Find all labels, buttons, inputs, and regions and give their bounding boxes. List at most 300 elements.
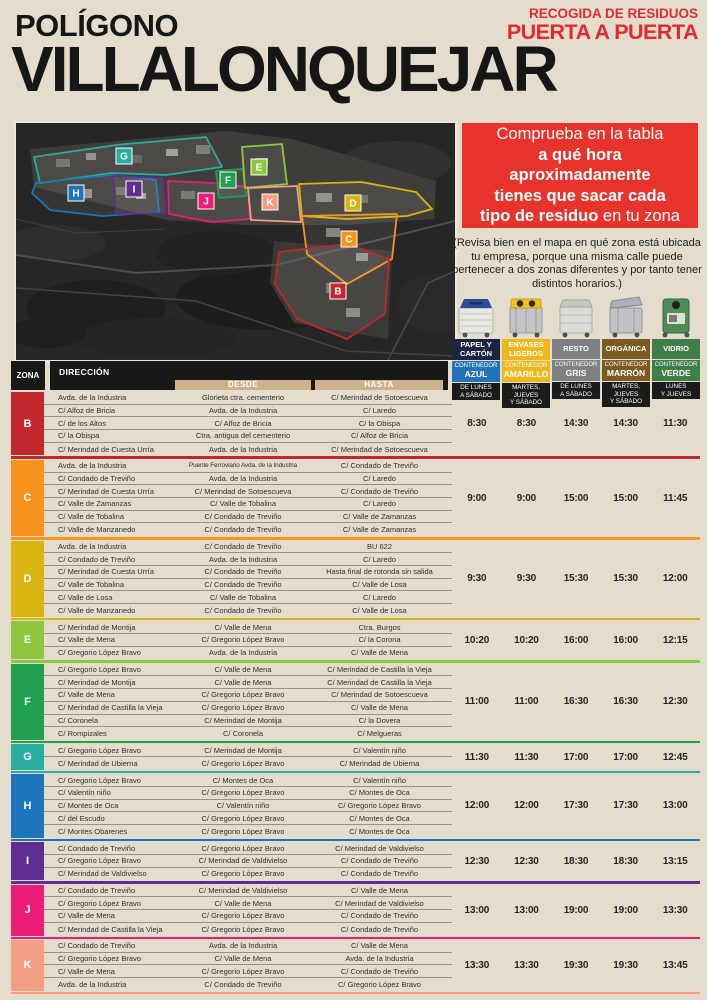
- hasta-value: Hasta final de rotonda sin salida: [326, 567, 433, 577]
- map-zone-letter-E: E: [255, 162, 263, 174]
- time-cell: 9:00: [516, 492, 536, 504]
- hasta-value: C/ Valle de Losa: [352, 579, 407, 589]
- map-zone-letter-F: F: [224, 175, 232, 187]
- hasta-value: C/ Valle de Zamanzas: [342, 525, 417, 535]
- container-color-label: CONTENEDOR VERDE: [652, 360, 700, 381]
- street-rows: [44, 774, 452, 837]
- column-header-desde: DESDE: [175, 380, 311, 390]
- street-row: [44, 812, 452, 825]
- desde-value: C/ Gregorio López Bravo: [201, 843, 285, 853]
- street-row: [44, 460, 452, 473]
- hasta-value: BU 622: [366, 541, 393, 551]
- waste-column-marrón: [602, 292, 650, 408]
- time-cell: 9:30: [516, 573, 536, 585]
- desde-value: Avda. de la Industria: [208, 444, 278, 454]
- bin-illustration: [502, 292, 550, 338]
- desde-value: C/ Gregorio López Bravo: [201, 924, 285, 934]
- waste-column-azul: [452, 292, 500, 408]
- column-header-hasta: HASTA: [315, 380, 443, 390]
- street-name: C/ Gregorio López Bravo: [58, 745, 141, 755]
- hasta-value: C/ la Corona: [358, 635, 401, 645]
- zone-divider: [11, 839, 700, 842]
- zones-map-svg: [16, 123, 455, 360]
- hasta-value: C/ Merindad de Castilla la Vieja: [327, 665, 432, 675]
- street-row: [44, 940, 452, 953]
- zone-block-J: [11, 885, 700, 936]
- zone-block-K: [11, 940, 700, 991]
- street-row: [44, 953, 452, 966]
- envases-bin-icon: [504, 295, 548, 338]
- hasta-value: C/ Condado de Treviño: [340, 486, 419, 496]
- zone-divider: [11, 881, 700, 884]
- collection-days-label: MARTES, JUEVES Y SÁBADO: [502, 383, 550, 408]
- notice-line3: aproximadamente: [509, 166, 651, 185]
- hasta-value: C/ Merindad de Valdivielso: [335, 843, 424, 853]
- zone-letter: B: [11, 392, 44, 455]
- zone-divider: [11, 937, 700, 940]
- time-cell: 12:30: [662, 696, 688, 708]
- desde-value: C/ Montes de Oca: [212, 775, 274, 785]
- desde-value: C/ Gregorio López Bravo: [201, 635, 285, 645]
- time-cell: 19:00: [563, 904, 589, 916]
- street-row: [44, 621, 452, 634]
- time-cell: 10:20: [464, 634, 490, 646]
- street-row: [44, 757, 452, 770]
- hasta-value: C/ Condado de Treviño: [340, 911, 419, 921]
- zone-block-F: [11, 664, 700, 740]
- street-name: C/ Condado de Treviño: [58, 886, 136, 896]
- time-cell: 19:30: [563, 959, 589, 971]
- desde-value: C/ Gregorio López Bravo: [201, 703, 285, 713]
- hasta-value: C/ Valle de Mena: [351, 886, 408, 896]
- zone-block-E: [11, 621, 700, 659]
- collection-days-label: DE LUNES A SÁBADO: [452, 383, 500, 400]
- street-name: C/ Valle de Tobalina: [58, 579, 125, 589]
- time-cell: 12:15: [662, 634, 688, 646]
- street-row: [44, 689, 452, 702]
- street-name: C/ Merindad de Montija: [58, 677, 136, 687]
- desde-value: C/ Condado de Treviño: [204, 979, 282, 989]
- zone-block-G: [11, 744, 700, 769]
- desde-value: Avda. de la Industria: [208, 941, 278, 951]
- street-row: [44, 579, 452, 592]
- street-row: [44, 405, 452, 418]
- notice-line5: tipo de residuo en tu zona: [480, 207, 680, 226]
- hasta-value: C/ Condado de Treviño: [340, 461, 419, 471]
- street-row: [44, 855, 452, 868]
- street-row: [44, 842, 452, 855]
- desde-value: C/ Valentín niño: [216, 800, 270, 810]
- desde-value: C/ Valle de Tobalina: [209, 499, 277, 509]
- hasta-value: C/ Merindad de Sotoescueva: [331, 393, 428, 403]
- time-cell: 13:30: [464, 959, 490, 971]
- street-rows: [44, 460, 452, 536]
- desde-value: Avda. de la Industria: [208, 648, 278, 658]
- time-cell: 18:30: [563, 855, 589, 867]
- time-cell: 15:30: [613, 573, 638, 585]
- desde-value: C/ Gregorio López Bravo: [201, 826, 285, 836]
- time-cell: 16:30: [613, 696, 638, 708]
- street-row: [44, 417, 452, 430]
- time-cell: 13:00: [464, 904, 490, 916]
- street-row: [44, 541, 452, 554]
- time-cell: 12:30: [514, 855, 539, 867]
- desde-value: C/ Merindad de Sotoescueva: [194, 486, 292, 496]
- street-name: C/ Valle de Manzanedo: [58, 525, 136, 535]
- zone-times: [452, 842, 700, 880]
- time-cell: 11:30: [663, 418, 688, 430]
- street-name: C/ Gregorio López Bravo: [58, 954, 141, 964]
- container-color-label: CONTENEDOR AZUL: [452, 361, 500, 382]
- time-cell: 9:00: [467, 492, 487, 504]
- zone-times: [452, 744, 700, 769]
- hasta-value: C/ Laredo: [363, 592, 396, 602]
- zone-divider: [11, 771, 700, 774]
- notice-line2: a qué hora: [538, 145, 622, 164]
- street-name: C/ Gregorio López Bravo: [58, 856, 141, 866]
- time-cell: 17:00: [613, 751, 638, 763]
- vidrio-bin-icon: [654, 295, 698, 338]
- zone-block-I: [11, 842, 700, 880]
- time-cell: 14:30: [563, 418, 589, 430]
- street-name: Avda. de la Industria: [58, 541, 127, 551]
- time-cell: 12:00: [464, 800, 490, 812]
- header-tagline: [507, 7, 698, 44]
- street-name: C/ Rompizales: [58, 729, 107, 739]
- container-color-label: CONTENEDOR MARRÓN: [602, 360, 650, 381]
- zone-block-C: [11, 460, 700, 536]
- zone-letter: E: [11, 621, 44, 659]
- street-name: C/ Valle de Mena: [58, 690, 115, 700]
- collection-days-label: DE LUNES A SÁBADO: [552, 382, 600, 399]
- title-poligono: POLÍGONO: [15, 8, 179, 43]
- street-name: C/ del Escudo: [58, 813, 105, 823]
- paper-bin-icon: [454, 295, 498, 338]
- street-row: [44, 897, 452, 910]
- desde-value: C/ Gregorio López Bravo: [201, 911, 285, 921]
- hasta-value: C/ Alfoz de Bricia: [350, 431, 409, 441]
- hasta-value: C/ Gregorio López Bravo: [338, 979, 421, 989]
- hasta-value: C/ Valle de Losa: [352, 605, 407, 615]
- tagline-line2: PUERTA A PUERTA: [506, 20, 698, 45]
- bin-illustration: [652, 292, 700, 338]
- street-name: C/ Gregorio López Bravo: [58, 665, 141, 675]
- waste-type-label: ENVASES LIGEROS: [502, 339, 550, 360]
- street-row: [44, 825, 452, 838]
- street-row: [44, 774, 452, 787]
- zone-divider: [11, 741, 700, 744]
- map-zone-letter-G: G: [120, 151, 128, 163]
- zone-times: [452, 392, 700, 455]
- street-name: C/ Condado de Treviño: [58, 554, 136, 564]
- hasta-value: C/ Merindad de Ubierna: [339, 758, 420, 768]
- hasta-value: C/ Condado de Treviño: [340, 856, 419, 866]
- street-row: [44, 715, 452, 728]
- desde-value: Avda. de la Industria: [208, 554, 278, 564]
- hasta-value: C/ Valle de Zamanzas: [342, 512, 417, 522]
- street-row: [44, 430, 452, 443]
- street-name: C/ Merindad de Cuesta Urría: [58, 567, 154, 577]
- street-row: [44, 910, 452, 923]
- desde-value: Ctra. antigua del cementerio: [195, 431, 291, 441]
- desde-value: Glorieta ctra. cementerio: [201, 393, 285, 403]
- street-row: [44, 604, 452, 617]
- street-name: C/ Condado de Treviño: [58, 473, 136, 483]
- time-cell: 17:30: [613, 800, 638, 812]
- column-header-direccion: DIRECCIÓN: [50, 361, 448, 390]
- street-name: C/ Merindad de Valdivielso: [58, 869, 147, 879]
- waste-type-label: RESTO: [552, 339, 600, 359]
- street-name: C/ Merindad de Castilla la Vieja: [58, 703, 163, 713]
- desde-value: C/ Valle de Mena: [214, 622, 272, 632]
- map-zone-letter-C: C: [345, 234, 353, 246]
- time-cell: 15:00: [563, 492, 589, 504]
- street-rows: [44, 541, 452, 617]
- street-row: [44, 868, 452, 881]
- street-row: [44, 523, 452, 536]
- desde-value: C/ Condado de Treviño: [204, 567, 282, 577]
- hasta-value: C/ Merindad de Valdivielso: [335, 898, 424, 908]
- street-row: [44, 553, 452, 566]
- time-cell: 13:15: [662, 855, 688, 867]
- container-color-label: CONTENEDOR AMARILLO: [502, 361, 550, 382]
- street-name: C/ Valle de Tobalina: [58, 512, 125, 522]
- street-name: C/ Gregorio López Bravo: [58, 898, 141, 908]
- street-row: [44, 727, 452, 740]
- hasta-value: C/ Gregorio López Bravo: [338, 800, 421, 810]
- street-rows: [44, 664, 452, 740]
- street-row: [44, 978, 452, 991]
- hasta-value: C/ Montes de Oca: [349, 813, 410, 823]
- time-cell: 9:30: [467, 573, 487, 585]
- time-cell: 12:45: [662, 751, 688, 763]
- time-cell: 8:30: [467, 418, 487, 430]
- hasta-value: C/ Condado de Treviño: [340, 924, 419, 934]
- waste-column-verde: [652, 292, 700, 408]
- desde-value: C/ Gregorio López Bravo: [201, 758, 285, 768]
- street-name: C/ Valle de Mena: [58, 911, 115, 921]
- hasta-value: C/ Valle de Mena: [351, 703, 408, 713]
- zone-block-B: [11, 392, 700, 455]
- street-row: [44, 885, 452, 898]
- street-rows: [44, 842, 452, 880]
- zone-divider: [11, 456, 700, 459]
- desde-value: C/ Merindad de Montija: [204, 745, 282, 755]
- page-title: VILLALONQUEJAR: [11, 33, 556, 105]
- desde-value: C/ Merindad de Valdivielso: [198, 886, 288, 896]
- hasta-value: C/ Valle de Mena: [351, 648, 408, 658]
- street-name: C/ Valle de Mena: [58, 966, 115, 976]
- notice-box: [462, 123, 698, 228]
- street-row: [44, 566, 452, 579]
- zone-divider: [11, 537, 700, 540]
- zone-times: [452, 774, 700, 837]
- collection-days-label: LUNES Y JUEVES: [652, 382, 700, 399]
- desde-value: C/ Valle de Mena: [214, 677, 272, 687]
- hasta-value: Ctra. Burgos: [358, 622, 401, 632]
- time-cell: 11:45: [663, 492, 688, 504]
- street-row: [44, 392, 452, 405]
- hasta-value: C/ Merindad de Castilla la Vieja: [327, 677, 432, 687]
- street-rows: [44, 940, 452, 991]
- desde-value: C/ Coronela: [222, 729, 264, 739]
- time-cell: 15:00: [613, 492, 638, 504]
- hasta-value: C/ Valentín niño: [353, 745, 406, 755]
- hasta-value: C/ Condado de Treviño: [340, 869, 419, 879]
- map-zone-letter-I: I: [132, 184, 136, 196]
- collection-days-label: MARTES, JUEVES Y SÁBADO: [602, 382, 650, 407]
- street-row: [44, 744, 452, 757]
- time-cell: 19:00: [613, 904, 638, 916]
- street-name: C/ Merindad de Cuesta Urría: [58, 444, 154, 454]
- waste-columns-header: [452, 292, 700, 408]
- street-name: C/ Merindad de Castilla la Vieja: [58, 924, 163, 934]
- desde-value: C/ Valle de Mena: [214, 665, 272, 675]
- bin-illustration: [552, 292, 600, 338]
- street-row: [44, 443, 452, 456]
- street-name: C/ Valentín niño: [58, 788, 111, 798]
- desde-value: C/ Alfoz de Bricia: [214, 418, 272, 428]
- zone-times: [452, 885, 700, 936]
- hasta-value: C/ Merindad de Sotoescueva: [331, 690, 428, 700]
- street-name: C/ de los Altos: [58, 418, 106, 428]
- time-cell: 19:30: [613, 959, 638, 971]
- street-row: [44, 511, 452, 524]
- street-name: C/ Valle de Losa: [58, 592, 113, 602]
- time-cell: 15:30: [563, 573, 589, 585]
- street-row: [44, 676, 452, 689]
- bin-illustration: [602, 292, 650, 338]
- map-zone-letter-B: B: [334, 286, 342, 298]
- street-row: [44, 647, 452, 660]
- desde-value: Avda. de la Industria: [208, 406, 278, 416]
- street-name: C/ Montes Obarenes: [58, 826, 128, 836]
- desde-value: C/ Gregorio López Bravo: [201, 813, 285, 823]
- zone-times: [452, 664, 700, 740]
- street-name: C/ Condado de Treviño: [58, 941, 136, 951]
- desde-value: C/ Condado de Treviño: [204, 605, 282, 615]
- desde-value: C/ Gregorio López Bravo: [201, 690, 285, 700]
- time-cell: 8:30: [516, 418, 536, 430]
- street-name: C/ Condado de Treviño: [58, 843, 136, 853]
- street-row: [44, 473, 452, 486]
- waste-column-gris: [552, 292, 600, 408]
- zone-letter: D: [11, 541, 44, 617]
- hasta-value: C/ Laredo: [363, 554, 396, 564]
- time-cell: 13:30: [514, 959, 539, 971]
- map-zone-letter-J: J: [203, 196, 209, 208]
- zone-block-H: [11, 774, 700, 837]
- notice-line4: tienes que sacar cada: [494, 186, 666, 205]
- street-name: C/ Alfoz de Bricia: [58, 406, 116, 416]
- street-rows: [44, 885, 452, 936]
- time-cell: 17:30: [563, 800, 589, 812]
- zone-times: [452, 940, 700, 991]
- desde-value: Puente Ferroviario Avda. de la Industria: [188, 462, 298, 470]
- hasta-value: C/ Merindad de Sotoescueva: [331, 444, 428, 454]
- hasta-value: C/ Valentín niño: [353, 775, 406, 785]
- street-rows: [44, 744, 452, 769]
- zone-times: [452, 541, 700, 617]
- desde-value: Avda. de la Industria: [208, 473, 278, 483]
- zones-map: [14, 121, 457, 362]
- street-rows: [44, 621, 452, 659]
- zone-times: [452, 460, 700, 536]
- bin-illustration: [452, 292, 500, 338]
- desde-value: C/ Gregorio López Bravo: [201, 788, 285, 798]
- desde-value: C/ Merindad de Valdivielso: [198, 856, 288, 866]
- map-zone-letter-D: D: [349, 198, 357, 210]
- street-name: C/ Valle de Manzanedo: [58, 605, 136, 615]
- time-cell: 11:30: [514, 751, 539, 763]
- street-name: C/ Merindad de Cuesta Urría: [58, 486, 154, 496]
- time-cell: 11:00: [464, 696, 489, 708]
- street-name: C/ la Obispa: [58, 431, 100, 441]
- street-name: Avda. de la Industria: [58, 979, 127, 989]
- zone-letter: J: [11, 885, 44, 936]
- street-row: [44, 965, 452, 978]
- zone-letter: G: [11, 744, 44, 769]
- street-name: C/ Valle de Mena: [58, 635, 115, 645]
- desde-value: C/ Condado de Treviño: [204, 525, 282, 535]
- street-row: [44, 498, 452, 511]
- hasta-value: C/ Montes de Oca: [349, 788, 410, 798]
- map-disclaimer: (Revisa bien en el mapa en qué zona está ubicada tu empresa, porque una misma calle puede pertenecer a dos zonas diferentes y por tanto tener distintos horarios.): [452, 237, 702, 290]
- time-cell: 16:00: [563, 634, 589, 646]
- street-row: [44, 923, 452, 936]
- street-name: C/ Gregorio López Bravo: [58, 775, 141, 785]
- notice-line1: Comprueba en la tabla: [496, 125, 664, 144]
- tagline-line1: RECOGIDA DE RESIDUOS: [528, 6, 698, 21]
- street-rows: [44, 392, 452, 455]
- street-name: C/ Montes de Oca: [58, 800, 119, 810]
- street-name: Avda. de la Industria: [58, 461, 127, 471]
- street-name: C/ Coronela: [58, 715, 99, 725]
- zone-block-D: [11, 541, 700, 617]
- waste-type-label: PAPEL Y CARTÓN: [452, 339, 500, 360]
- organica-bin-icon: [604, 295, 648, 338]
- zone-divider: [11, 660, 700, 663]
- time-cell: 13:00: [514, 904, 539, 916]
- time-cell: 12:30: [464, 855, 490, 867]
- desde-value: C/ Merindad de Montija: [204, 715, 282, 725]
- time-cell: 13:00: [662, 800, 688, 812]
- map-zone-letter-K: K: [266, 197, 274, 209]
- desde-value: C/ Gregorio López Bravo: [201, 869, 285, 879]
- time-cell: 10:20: [514, 634, 539, 646]
- street-name: C/ Merindad de Ubierna: [58, 758, 138, 768]
- time-cell: 17:00: [563, 751, 589, 763]
- hasta-value: C/ Melgueras: [357, 729, 402, 739]
- time-cell: 12:00: [514, 800, 539, 812]
- zone-letter: K: [11, 940, 44, 991]
- zone-letter: F: [11, 664, 44, 740]
- zone-times: [452, 621, 700, 659]
- container-color-label: CONTENEDOR GRIS: [552, 360, 600, 381]
- time-cell: 13:30: [662, 904, 688, 916]
- waste-column-amarillo: [502, 292, 550, 408]
- street-row: [44, 787, 452, 800]
- desde-value: C/ Gregorio López Bravo: [201, 966, 285, 976]
- street-row: [44, 634, 452, 647]
- waste-type-label: VIDRIO: [652, 339, 700, 359]
- zone-letter: I: [11, 842, 44, 880]
- street-row: [44, 485, 452, 498]
- hasta-value: Avda. de la Industria: [345, 954, 414, 964]
- hasta-value: C/ Laredo: [363, 473, 396, 483]
- street-row: [44, 702, 452, 715]
- hasta-value: C/ la Dovera: [358, 715, 401, 725]
